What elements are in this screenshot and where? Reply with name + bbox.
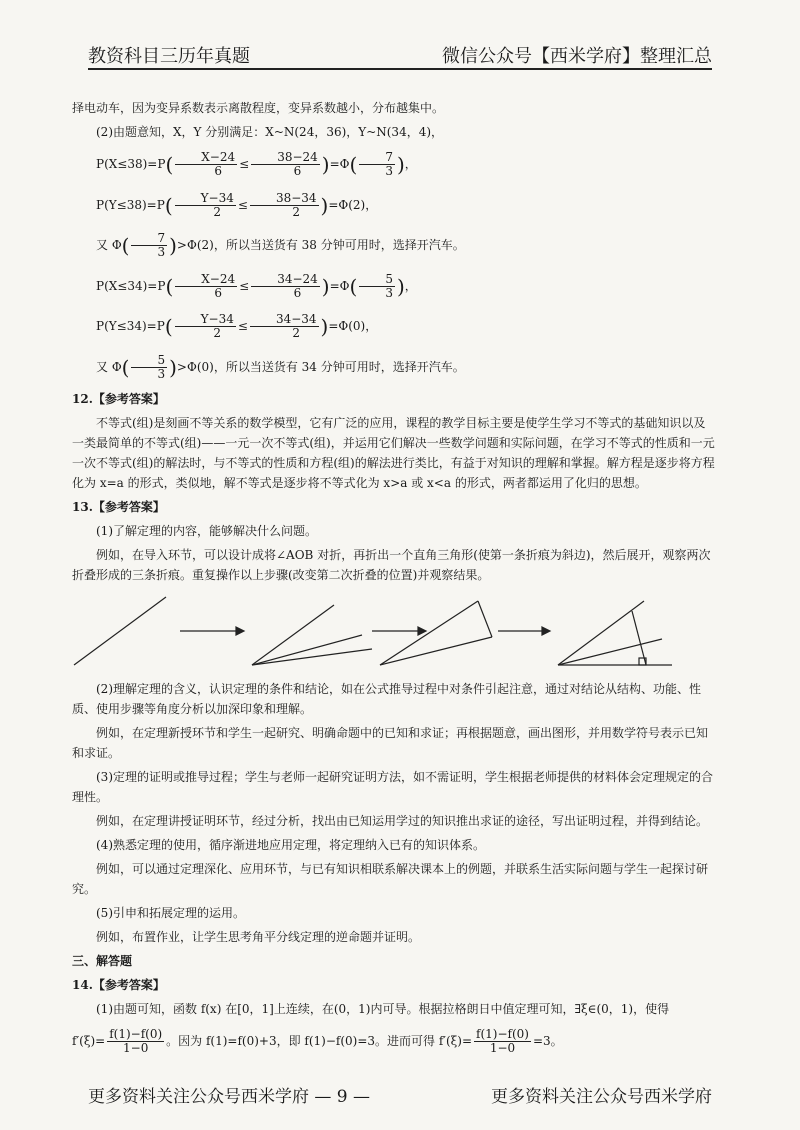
paragraph-13-5-example: 例如，布置作业，让学生思考角平分线定理的逆命题并证明。 — [96, 930, 421, 944]
section-12-heading: 12.【参考答案】 — [72, 392, 165, 406]
paragraph-13-1-example: 例如，在导入环节，可以设计成将∠AOB 对折，再折出一个直角三角形(使第一条折痕为斜边)，然后展开，观察两次折叠形成的三条折痕。重复操作以上步骤(改变第二次折叠的位置)并观察结果。 — [72, 548, 711, 582]
paragraph-13-1: (1)了解定理的内容，能够解决什么问题。 — [96, 524, 317, 538]
paragraph-13-3: (3)定理的证明或推导过程；学生与老师一起研究证明方法，如不需证明，学生根据老师提供的材料体会定理规定的合理性。 — [72, 770, 714, 804]
equation-2: P(Y≤38)=P( $\frac{Y-34}{2}$ ≤ $\frac{38-34}{2}$ )=Φ(2)， — [96, 190, 378, 219]
equation-4: P(X≤34)=P( $\frac{X-24}{6}$ ≤ $\frac{34-24}{6}$ )=Φ( $\frac{5}{3}$ )， — [96, 271, 417, 300]
arrow-2 — [372, 627, 426, 635]
paragraph-q2: (2)由题意知，X，Y 分别满足：X~N(24，36)，Y~N(34，4)， — [96, 125, 444, 139]
paragraph-14a: (1)由题可知，函数 f(x) 在[0，1]上连续，在(0，1)内可导。根据拉格朗日中值定理可知，∃ξ∈(0，1)，使得 — [96, 1002, 670, 1016]
figure-fold-1 — [252, 605, 372, 665]
paragraph-13-3-example: 例如，在定理讲授证明环节，经过分析，找出由已知运用学过的知识推出求证的途径，写出证明过程，并得到结论。 — [96, 814, 709, 828]
page-header — [88, 42, 712, 70]
section-3-heading: 三、解答题 — [72, 954, 133, 968]
figure-fold-2 — [380, 601, 492, 665]
header-title: 教资科目三历年真题 — [88, 46, 250, 67]
paragraph-13-4: (4)熟悉定理的使用，循序渐进地应用定理，将定理纳入已有的知识体系。 — [96, 838, 486, 852]
folding-figures — [72, 591, 716, 673]
footer-right: 更多资料关注公众号西米学府 — [491, 1087, 712, 1107]
paragraph-13-2: (2)理解定理的含义，认识定理的条件和结论，如在公式推导过程中对条件引起注意，通过对结论从结构、功能、性质、使用步骤等角度分析以加深印象和理解。 — [72, 682, 702, 716]
section-13-heading: 13.【参考答案】 — [72, 500, 165, 514]
section-14-heading: 14.【参考答案】 — [72, 978, 165, 992]
folding-steps-diagram — [72, 591, 716, 673]
equation-6: 又 Φ( $\frac{5}{3}$ )>Φ(0)，所以当送货有 34 分钟可用时，选择开汽车。 — [96, 352, 465, 381]
arrow-3 — [498, 627, 550, 635]
header-source: 微信公众号【西米学府】整理汇总 — [442, 46, 712, 67]
paragraph-13-2-example: 例如，在定理新授环节和学生一起研究、明确命题中的已知和求证；再根据题意，画出图形，并用数学符号表示已知和求证。 — [72, 726, 709, 760]
footer-left: 更多资料关注公众号西米学府 — 9 — — [88, 1087, 371, 1107]
arrow-1 — [180, 627, 244, 635]
paragraph-13-5: (5)引申和拓展定理的运用。 — [96, 906, 245, 920]
figure-creases — [558, 601, 672, 665]
page-content — [72, 98, 716, 1063]
equation-1: P(X≤38)=P( $\frac{X-24}{6}$ ≤ $\frac{38-24}{6}$ )=Φ( $\frac{7}{3}$ )， — [96, 150, 417, 178]
paragraph-12: 不等式(组)是刻画不等关系的数学模型，它有广泛的应用，课程的教学目标主要是使学生学习不等式的基础知识以及一类最简单的不等式(组)——一元一次不等式(组)，并运用它们解决一些数学问题和实际问题，在学习不等式的性质和一元一次不等式(组)的解法时，与不等式的性质和方程(组)的解法进行类比，有益于对知识的理解和掌握。解方程是逐步将方程化为 x=a 的形式，类似地，解不等式是逐步将不等式化为 x>a 或 x<a 的形式，两者都运用了化归的思想。 — [72, 416, 715, 490]
paragraph-13-4-example: 例如，可以通过定理深化、应用环节，与已有知识相联系解决课本上的例题，并联系生活实际问题与学生一起探讨研究。 — [72, 862, 709, 896]
equation-14: f′(ξ)= $\frac{f(1)-f(0)}{1-0}$ 。因为 f(1)=f(0)+3，即 f(1)−f(0)=3。进而可得 f′(ξ)= $\frac{f(1)-f(0)}{1-0}$ =3。 — [72, 1027, 563, 1055]
figure-angle — [74, 597, 182, 665]
equation-3: 又 Φ( $\frac{7}{3}$ )>Φ(2)，所以当送货有 38 分钟可用时，选择开汽车。 — [96, 231, 465, 259]
equation-5: P(Y≤34)=P( $\frac{Y-34}{2}$ ≤ $\frac{34-34}{2}$ )=Φ(0)， — [96, 312, 378, 340]
paragraph-intro: 择电动车，因为变异系数表示离散程度，变异系数越小，分布越集中。 — [72, 101, 445, 115]
